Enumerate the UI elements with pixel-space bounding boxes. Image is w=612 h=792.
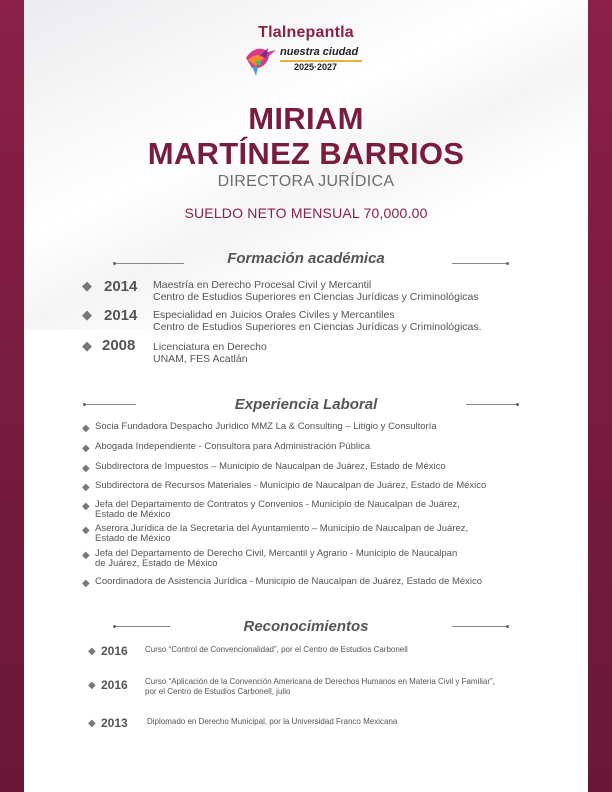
recognition-item: Curso “Control de Convencionalidad”, por el Centro de Estudios Carbonell [145,645,408,654]
education-title: Formación académica [227,250,385,267]
diamond-bullet-icon: ◆ [82,525,90,536]
hummingbird-logo-icon [242,44,278,78]
person-last-names: MARTÍNEZ BARRIOS [147,136,465,171]
experience-item: Aserora Jurídica de la Secretaría del Ayuntamiento – Municipio de Naucalpan de Juárez, [95,523,469,534]
recognition-item-cont: por el Centro de Estudios Carbonell, julio [145,687,291,696]
education-institution: Centro de Estudios Superiores en Ciencias Jurídicas y Criminológicas [153,291,479,303]
experience-item: Socia Fundadora Despacho Jurídico MMZ La & Consulting – Litigio y Consultoría [95,421,437,432]
recognition-year: 2013 [101,716,128,730]
diamond-bullet-icon: ◆ [82,278,92,293]
recognition-item: Diplomado en Derecho Municipal, por la Universidad Franco Mexicana [147,717,398,726]
diamond-bullet-icon: ◆ [82,443,90,454]
education-year: 2014 [104,278,138,295]
experience-item-cont: de Juárez, Estado de México [95,558,218,569]
experience-item: Coordinadora de Asistencia Jurídica - Municipio de Naucalpan de Juárez, Estado de México [95,576,483,587]
education-year: 2014 [104,307,138,324]
diamond-bullet-icon: ◆ [82,501,90,512]
recognition-year: 2016 [101,678,128,692]
education-degree: Maestría en Derecho Procesal Civil y Mercantil [153,279,372,291]
section-rule-dot [506,625,509,628]
diamond-bullet-icon: ◆ [82,307,92,322]
person-role: DIRECTORA JURÍDICA [217,173,395,190]
experience-item: Abogada Independiente - Consultora para Administración Pública [95,441,371,452]
recognition-item: Curso “Aplicación de la Convención Americana de Derechos Humanos en Materia Civil y Familiar”, [145,677,495,686]
education-degree: Licenciatura en Derecho [153,341,267,353]
section-rule-dot [506,262,509,265]
diamond-bullet-icon: ◆ [88,680,96,691]
diamond-bullet-icon: ◆ [88,646,96,657]
document-page [24,0,588,792]
diamond-bullet-icon: ◆ [88,718,96,729]
logo-title: Tlalnepantla [258,24,354,41]
diamond-bullet-icon: ◆ [82,550,90,561]
experience-item: Subdirectora de Recursos Materiales - Municipio de Naucalpan de Juárez, Estado de México [95,480,487,491]
diamond-bullet-icon: ◆ [82,338,92,353]
experience-item-cont: Estado de México [95,509,171,520]
section-rule-right [452,263,508,264]
experience-item: Jefa del Departamento de Contratos y Convenios - Municipio de Naucalpan de Juárez, [95,499,460,510]
left-border-band [0,0,24,792]
education-year: 2008 [102,337,136,354]
education-institution: UNAM, FES Acatlán [153,353,248,365]
recognitions-title: Reconocimientos [243,618,369,635]
section-rule-right [466,404,518,405]
education-institution: Centro de Estudios Superiores en Ciencias Jurídicas y Criminológicas. [153,321,482,333]
salary-line: SUELDO NETO MENSUAL 70,000.00 [184,205,428,221]
education-degree: Especialidad en Juicios Orales Civiles y Mercantiles [153,309,395,321]
experience-item: Jefa del Departamento de Derecho Civil, Mercantil y Agrario - Municipio de Naucalpan [95,548,458,559]
section-rule-right [452,626,508,627]
experience-item-cont: Estado de México [95,533,171,544]
recognition-year: 2016 [101,644,128,658]
person-first-name: MIRIAM [248,101,364,136]
right-border-band [588,0,612,792]
diamond-bullet-icon: ◆ [82,423,90,434]
diamond-bullet-icon: ◆ [82,578,90,589]
diamond-bullet-icon: ◆ [82,463,90,474]
section-rule-dot [516,403,519,406]
logo-subtitle: nuestra ciudad [280,46,359,58]
experience-item: Subdirectora de Impuestos – Municipio de Naucalpan de Juárez, Estado de México [95,461,446,472]
logo-years: 2025·2027 [294,62,338,72]
experience-title: Experiencia Laboral [234,396,378,413]
diamond-bullet-icon: ◆ [82,482,90,493]
